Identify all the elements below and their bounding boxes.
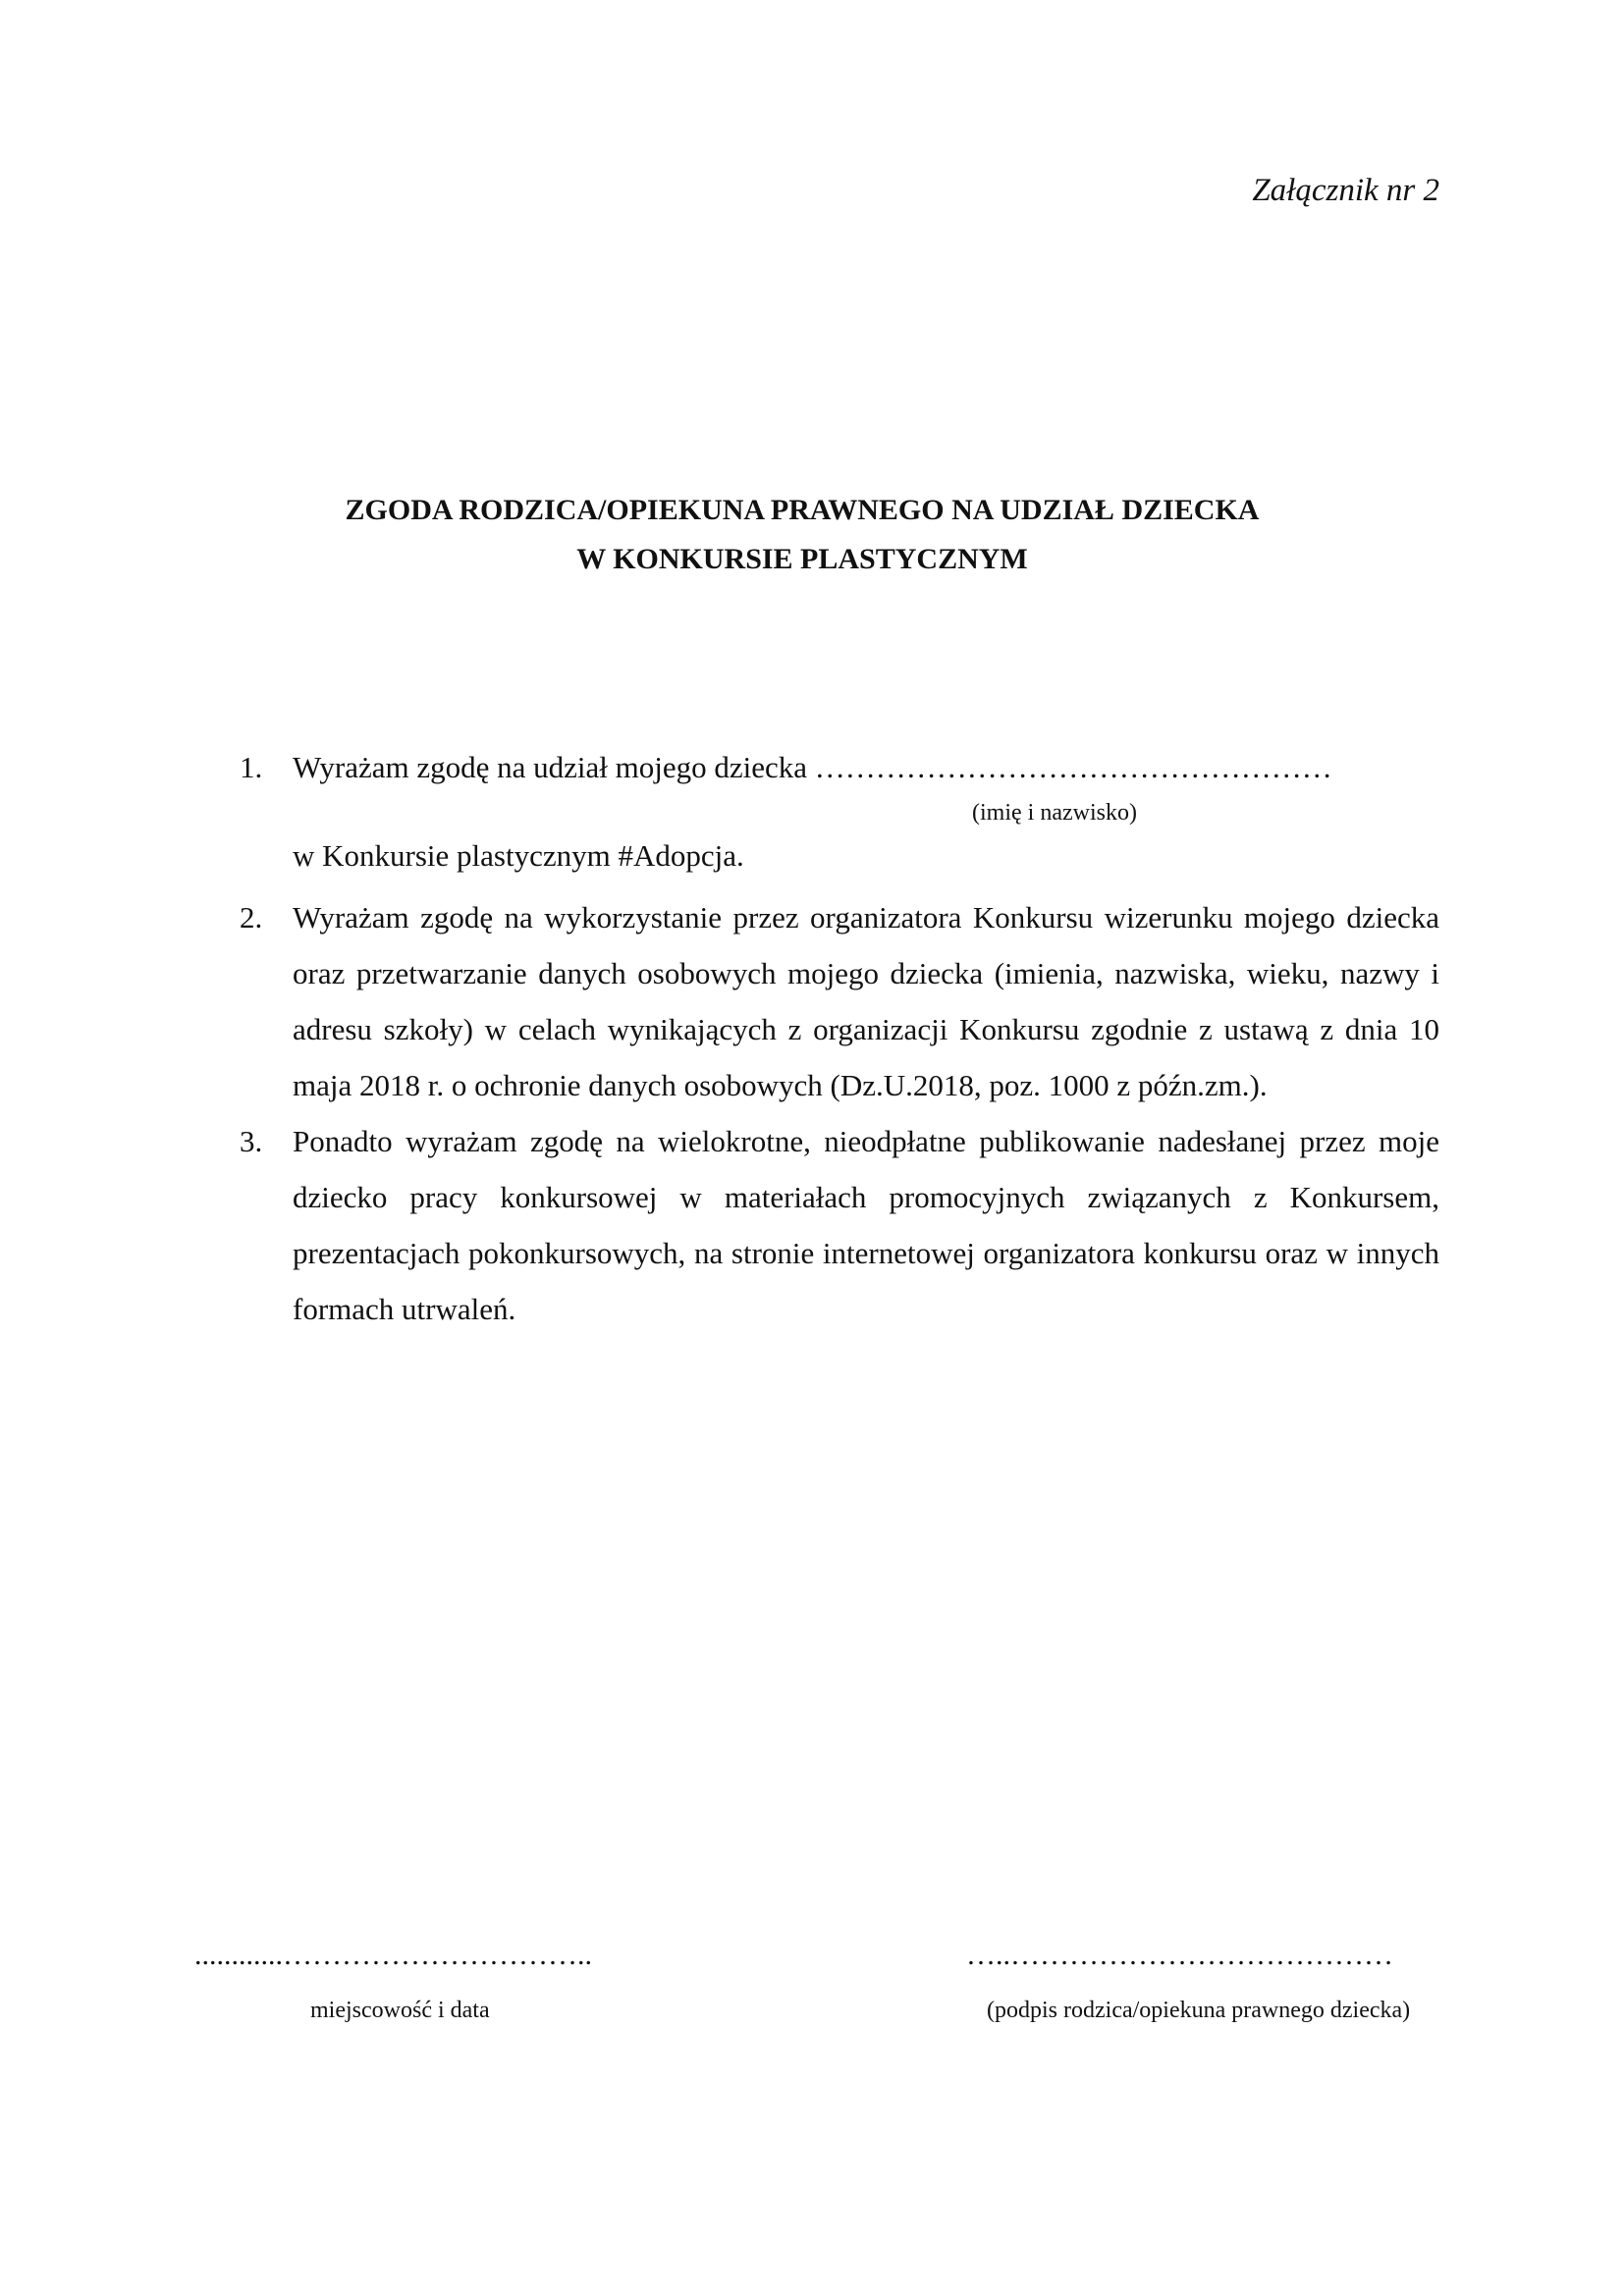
list-item bbox=[240, 889, 1439, 1113]
item-continuation: w Konkursie plastycznym #Adopcja. bbox=[293, 838, 744, 873]
title-line-1: ZGODA RODZICA/OPIEKUNA PRAWNEGO NA UDZIAŁ DZIECKA bbox=[345, 494, 1260, 526]
document-title bbox=[0, 486, 1624, 584]
annex-label: Załącznik nr 2 bbox=[1252, 173, 1439, 208]
signature-line: …..………………………………… bbox=[966, 1939, 1393, 1971]
item-text: Wyrażam zgodę na wykorzystanie przez organizatora Konkursu wizerunku mojego dziecka oraz przetwarzanie danych osobowych mojego dziecka (imienia, nazwiska, wieku, nazwy i adresu szkoły) w celach wynikających z organizacji Konkursu zgodnie z ustawą z dnia 10 maja 2018 r. o ochronie danych osobowych (Dz.U.2018, poz. 1000 z późn.zm.). bbox=[293, 900, 1439, 1102]
list-item bbox=[240, 1113, 1439, 1337]
name-caption: (imię i nazwisko) bbox=[972, 800, 1137, 826]
item-text: Wyrażam zgodę na udział mojego dziecka …………………………………………… bbox=[293, 750, 1332, 784]
item-number: 2. bbox=[240, 900, 263, 934]
place-date-line: ............………………………….. bbox=[194, 1939, 592, 1971]
item-text: Ponadto wyrażam zgodę na wielokrotne, nieodpłatne publikowanie nadesłanej przez moje dziecko pracy konkursowej w materiałach promocyjnych związanych z Konkursem, prezentacjach pokonkursowych, na stronie internetowej organizatora konkursu oraz w innych formach utrwaleń. bbox=[293, 1124, 1439, 1326]
consent-list bbox=[240, 739, 1439, 1337]
item-number: 1. bbox=[240, 750, 263, 784]
signature-label: (podpis rodzica/opiekuna prawnego dziecka) bbox=[987, 1998, 1411, 2023]
place-date-label: miejscowość i data bbox=[310, 1998, 490, 2023]
title-line-2: W KONKURSIE PLASTYCZNYM bbox=[576, 543, 1028, 575]
item-number: 3. bbox=[240, 1124, 263, 1158]
list-item bbox=[240, 739, 1439, 889]
